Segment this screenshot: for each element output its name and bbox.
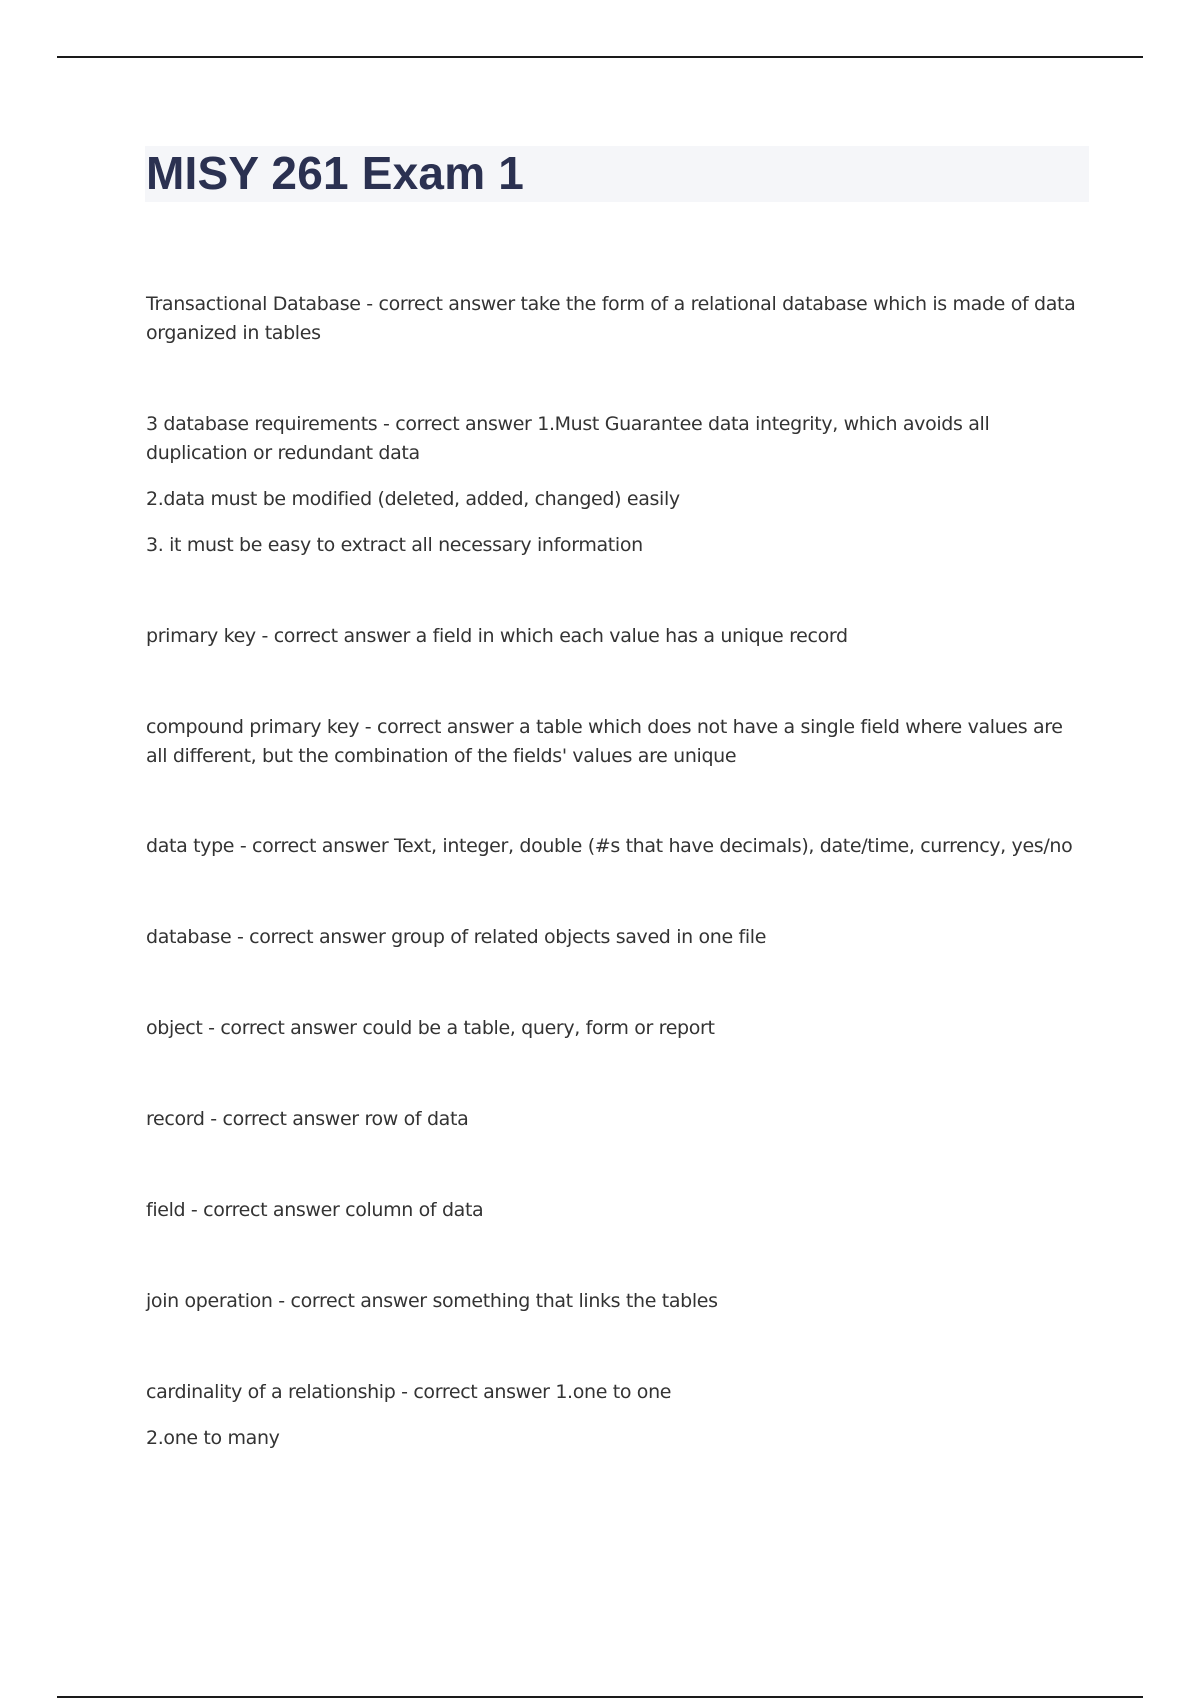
qa-line: field - correct answer column of data — [146, 1199, 484, 1221]
qa-entry-transactional-database — [146, 290, 1086, 348]
qa-line: 3 database requirements - correct answer 1.Must Guarantee data integrity, which avoids all duplication or redundant data — [146, 413, 990, 464]
qa-entry-cardinality — [146, 1378, 1086, 1453]
qa-line: database - correct answer group of related objects saved in one file — [146, 926, 767, 948]
qa-entry-database — [146, 923, 1086, 952]
qa-line: Transactional Database - correct answer take the form of a relational database which is made of data organized in tables — [146, 293, 1076, 344]
page-title: MISY 261 Exam 1 — [146, 147, 525, 199]
qa-line: data type - correct answer Text, integer, double (#s that have decimals), date/time, currency, yes/no — [146, 835, 1073, 857]
qa-entry-field — [146, 1196, 1086, 1225]
qa-entry-primary-key — [146, 622, 1086, 651]
qa-line: join operation - correct answer something that links the tables — [146, 1290, 718, 1312]
qa-entry-compound-primary-key — [146, 713, 1086, 771]
qa-line: 2.one to many — [146, 1427, 280, 1449]
qa-entry-data-type — [146, 832, 1086, 861]
qa-entry-join-operation — [146, 1287, 1086, 1316]
qa-line: 2.data must be modified (deleted, added, changed) easily — [146, 488, 680, 510]
header-rule — [57, 56, 1143, 58]
qa-line: record - correct answer row of data — [146, 1108, 469, 1130]
footer-rule — [57, 1696, 1143, 1698]
qa-entry-object — [146, 1014, 1086, 1043]
qa-line: primary key - correct answer a field in which each value has a unique record — [146, 625, 848, 647]
qa-entry-database-requirements — [146, 410, 1086, 560]
qa-line: 3. it must be easy to extract all necessary information — [146, 534, 643, 556]
qa-entry-record — [146, 1105, 1086, 1134]
qa-line: cardinality of a relationship - correct answer 1.one to one — [146, 1381, 672, 1403]
qa-line: compound primary key - correct answer a table which does not have a single field where values are all different, but the combination of the fields' values are unique — [146, 716, 1063, 767]
qa-line: object - correct answer could be a table, query, form or report — [146, 1017, 715, 1039]
